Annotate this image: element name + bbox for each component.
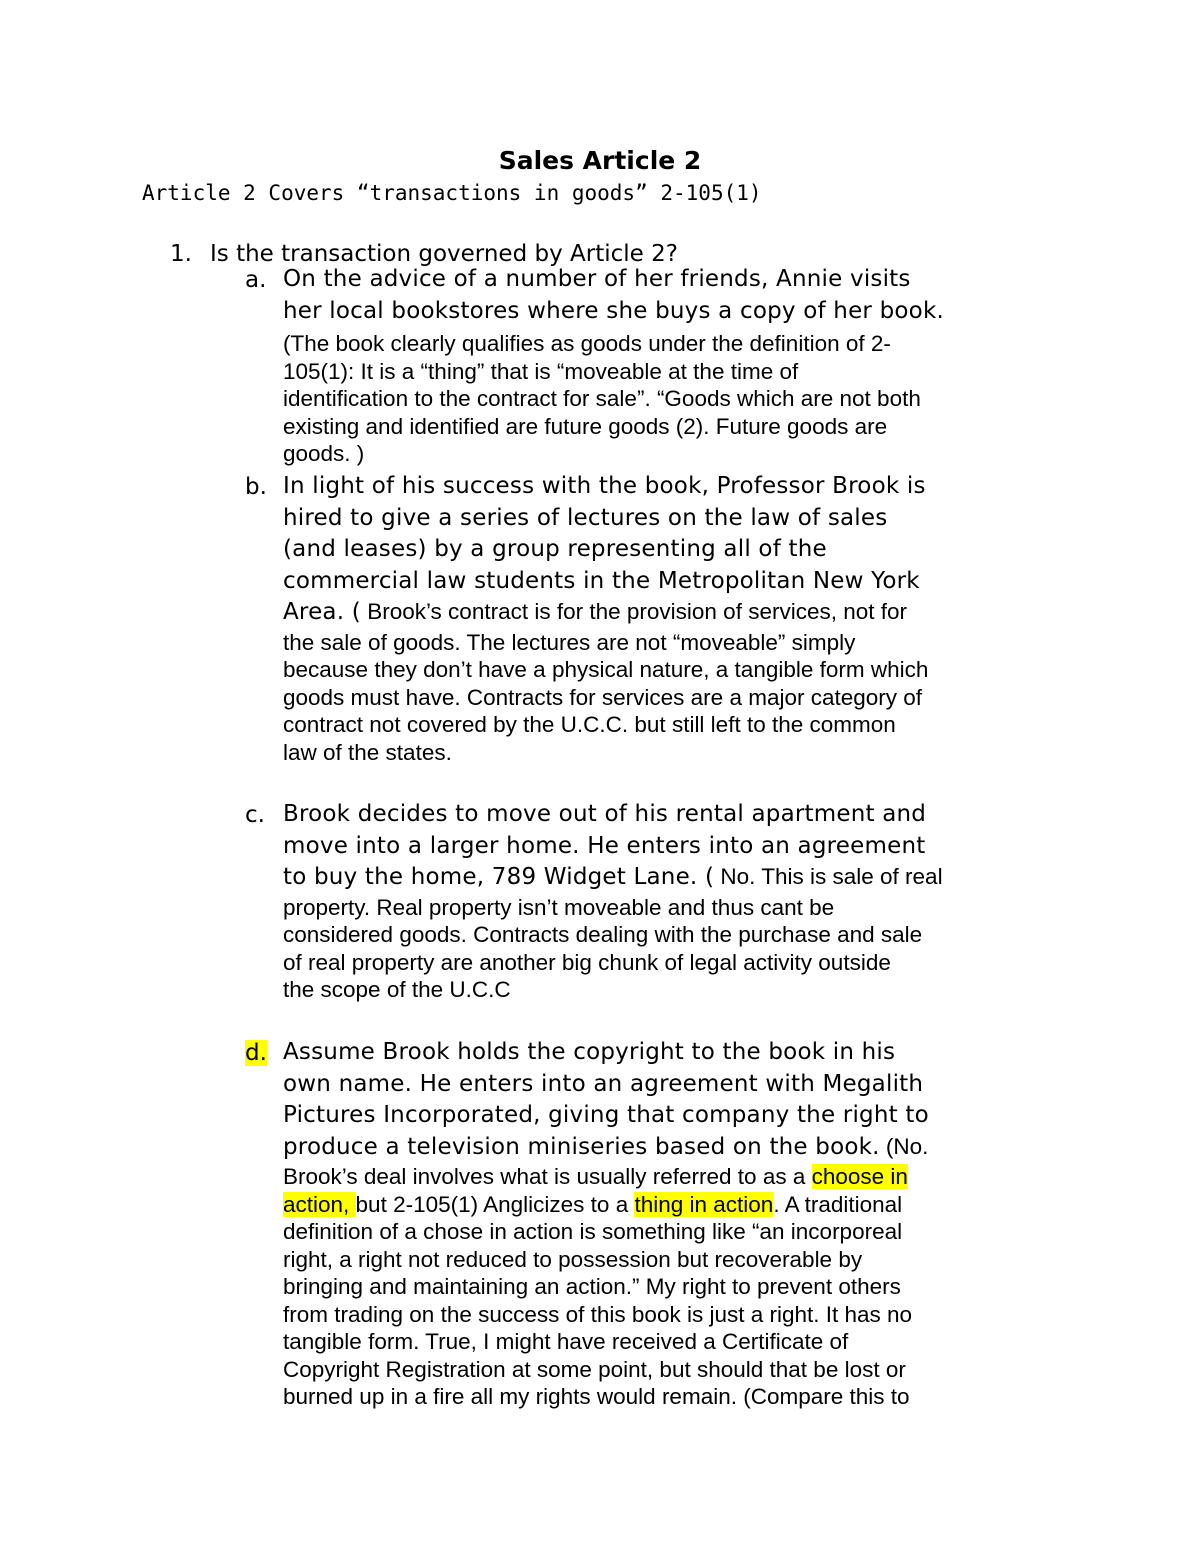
question-text: Is the transaction governed by Article 2? — [210, 241, 678, 267]
highlight-choose-in: choose in — [811, 1164, 908, 1189]
item-b-note-line: Brook’s contract is for the provision of services, not for — [360, 599, 908, 624]
item-b-line: (and leases) by a group representing all of the — [283, 536, 827, 562]
item-d-line: Assume Brook holds the copyright to the book in his — [283, 1039, 896, 1065]
item-d-mixed-line — [283, 1163, 1073, 1191]
highlight-action: action, — [283, 1191, 356, 1217]
item-a-marker: a. — [245, 267, 267, 293]
item-a-note-line: identification to the contract for sale”. “Goods which are not both — [283, 386, 921, 411]
item-a-line: her local bookstores where she buys a copy of her book. — [283, 297, 944, 324]
item-b-body — [283, 471, 1073, 766]
item-d-note-text: Brook’s deal involves what is usually referred to as a — [283, 1164, 812, 1189]
item-c-line: to buy the home, 789 Widget Lane. ( — [283, 864, 715, 890]
item-d-note-line: bringing and maintaining an action.” My right to prevent others — [283, 1274, 901, 1299]
item-c-note-line: property. Real property isn’t moveable and thus cant be — [283, 894, 835, 920]
item-b-note-line: the sale of goods. The lectures are not “moveable” simply — [283, 629, 856, 655]
item-b-note-line: law of the states. — [283, 739, 452, 765]
item-d-note-line: burned up in a fire all my rights would remain. (Compare this to — [283, 1384, 910, 1409]
item-d-body — [283, 1037, 1073, 1411]
question-number: 1. — [170, 241, 192, 267]
item-c-line: move into a larger home. He enters into an agreement — [283, 832, 926, 859]
item-d-note-line: definition of a chose in action is something like “an incorporeal — [283, 1219, 903, 1244]
item-a-line: On the advice of a number of her friends, Annie visits — [283, 266, 911, 292]
item-c-note-line: No. This is sale of real — [714, 864, 943, 889]
item-c-line: Brook decides to move out of his rental apartment and — [283, 801, 927, 827]
document-title: Sales Article 2 — [498, 146, 702, 175]
item-d-note-line: tangible form. True, I might have received a Certificate of — [283, 1329, 849, 1354]
item-c-marker: c. — [245, 802, 265, 828]
item-b-note-line: goods must have. Contracts for services are a major category of — [283, 684, 923, 710]
item-d-note-text: . A traditional — [773, 1191, 903, 1217]
item-d-line: produce a television miniseries based on the book. — [283, 1133, 880, 1160]
item-d-note-text: but 2-105(1) Anglicizes to a — [355, 1191, 635, 1217]
item-d-mixed-line — [283, 1132, 1073, 1164]
item-b-line: Area. ( — [283, 599, 361, 625]
item-a-note-line: existing and identified are future goods (2). Future goods are — [283, 413, 888, 439]
item-d-note-line: Copyright Registration at some point, but should that be lost or — [283, 1356, 906, 1382]
item-d-line: own name. He enters into an agreement with Megalith — [283, 1070, 924, 1097]
item-d-marker — [245, 1037, 283, 1069]
item-b-marker: b. — [245, 474, 267, 500]
item-d-note-line: right, a right not reduced to possession but recoverable by — [283, 1246, 863, 1272]
item-d-line: Pictures Incorporated, giving that company the right to — [283, 1102, 929, 1128]
item-d-mixed-line — [283, 1191, 1073, 1219]
item-c-mixed-line — [283, 862, 1073, 894]
item-a-note-line: (The book clearly qualifies as goods under the definition of 2- — [283, 331, 891, 356]
item-a-note-line: 105(1): It is a “thing” that is “moveable at the time of — [283, 358, 799, 384]
item-b-line: In light of his success with the book, Professor Brook is — [283, 473, 926, 499]
item-d-note-line: from trading on the success of this book is just a right. It has no — [283, 1301, 913, 1327]
item-d-note-line: (No. — [879, 1133, 929, 1159]
item-b-line: hired to give a series of lectures on the law of sales — [283, 504, 888, 531]
item-b-note-line: because they don’t have a physical nature, a tangible form which — [283, 657, 929, 682]
item-b-line: commercial law students in the Metropolitan New York — [283, 567, 920, 594]
item-c-note-line: considered goods. Contracts dealing with the purchase and sale — [283, 922, 923, 947]
item-b-mixed-line — [283, 597, 1073, 629]
highlighted-marker: d. — [245, 1040, 267, 1066]
item-c-body — [283, 799, 1073, 1004]
item-a-body — [283, 264, 1073, 468]
item-b-note-line: contract not covered by the U.C.C. but still left to the common — [283, 712, 896, 737]
item-a-note-line: goods. ) — [283, 441, 365, 466]
item-c-note-line: the scope of the U.C.C — [283, 977, 511, 1002]
item-c-note-line: of real property are another big chunk of legal activity outside — [283, 949, 891, 975]
document-subtitle: Article 2 Covers “transactions in goods” 2-105(1) — [142, 181, 762, 205]
highlight-thing-in-action: thing in action — [634, 1191, 774, 1217]
